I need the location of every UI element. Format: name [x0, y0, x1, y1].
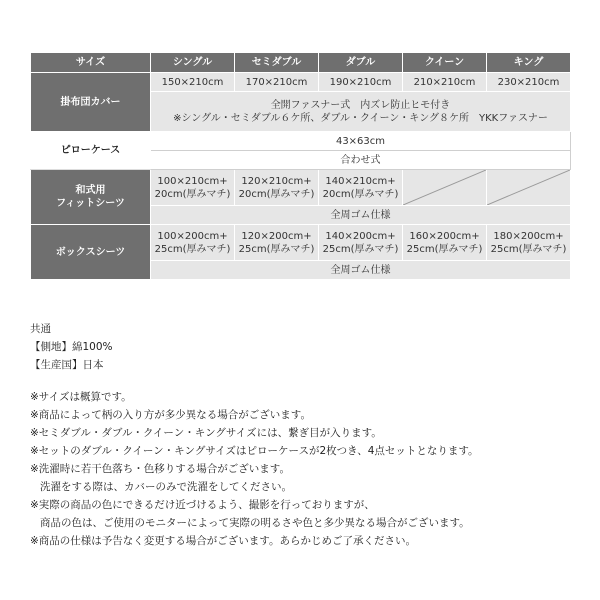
table-row [31, 170, 571, 206]
note-line: ※サイズは概算です。 [30, 391, 132, 403]
box-size-dims: 120×200cm+ [241, 230, 312, 242]
box-size-depth: 25cm(厚みマチ) [406, 243, 483, 255]
note-line: ※商品によって柄の入り方が多少異なる場合がございます。 [30, 409, 311, 421]
header-size: サイズ [31, 53, 151, 73]
box-size-depth: 25cm(厚みマチ) [154, 243, 231, 255]
box-size-depth: 25cm(厚みマチ) [238, 243, 315, 255]
box-size-depth: 25cm(厚みマチ) [322, 243, 399, 255]
row-label-comforter-cover: 掛布団カバー [31, 73, 151, 132]
fitted-size-semi-double [235, 170, 319, 206]
fitted-size-king-empty [487, 170, 571, 206]
fitted-size-dims: 140×210cm+ [325, 175, 396, 187]
row-label-japanese-fitted [31, 170, 151, 225]
table-header-row [31, 53, 571, 73]
header-queen: クイーン [403, 53, 487, 73]
note-line: ※セミダブル・ダブル・クイーン・キングサイズには、繋ぎ目が入ります。 [30, 427, 382, 439]
note-line: ※セットのダブル・クイーン・キングサイズはピローケースが2枚つき、4点セットとなります。 [30, 445, 479, 457]
row-label-box-sheets: ボックスシーツ [31, 225, 151, 280]
box-size-dims: 100×200cm+ [157, 230, 228, 242]
info-material: 【側地】綿100% [30, 341, 113, 353]
box-size-double [319, 225, 403, 261]
fitted-size-single [151, 170, 235, 206]
note-line: 洗濯をする際は、カバーのみで洗濯をしてください。 [40, 481, 292, 493]
fitted-size-dims: 120×210cm+ [241, 175, 312, 187]
japanese-fitted-label-line2: フィットシーツ [56, 198, 125, 209]
box-size-depth: 25cm(厚みマチ) [490, 243, 567, 255]
box-note: 全周ゴム仕様 [151, 261, 571, 280]
product-notes [30, 320, 590, 550]
box-size-single [151, 225, 235, 261]
fitted-size-depth: 20cm(厚みマチ) [238, 188, 315, 200]
table-row [31, 73, 571, 92]
note-line: 商品の色は、ご使用のモニターによって実際の明るさや色と多少異なる場合がございます。 [40, 517, 470, 529]
size-spec-table [30, 52, 571, 280]
comforter-size-king: 230×210cm [487, 73, 571, 92]
comforter-note [151, 92, 571, 132]
box-size-queen [403, 225, 487, 261]
box-size-dims: 160×200cm+ [409, 230, 480, 242]
header-semi-double: セミダブル [235, 53, 319, 73]
fitted-size-depth: 20cm(厚みマチ) [154, 188, 231, 200]
comforter-size-semi-double: 170×210cm [235, 73, 319, 92]
header-single: シングル [151, 53, 235, 73]
pillow-type: 合わせ式 [151, 151, 571, 170]
header-king: キング [487, 53, 571, 73]
info-origin: 【生産国】日本 [30, 359, 104, 371]
header-double: ダブル [319, 53, 403, 73]
table-row [31, 132, 571, 151]
comforter-size-single: 150×210cm [151, 73, 235, 92]
row-label-pillow-case: ピローケース [31, 132, 151, 170]
pillow-size: 43×63cm [151, 132, 571, 151]
box-size-king [487, 225, 571, 261]
note-line: ※実際の商品の色にできるだけ近づけるよう、撮影を行っておりますが、 [30, 499, 375, 511]
japanese-fitted-label-line1: 和式用 [75, 185, 106, 196]
diagonal-slash-icon [487, 170, 570, 205]
comforter-note-line2: ※シングル・セミダブル６ケ所、ダブル・クイーン・キング８ケ所 YKKファスナー [173, 112, 548, 124]
fitted-size-dims: 100×210cm+ [157, 175, 228, 187]
fitted-note: 全周ゴム仕様 [151, 206, 571, 225]
fitted-size-double [319, 170, 403, 206]
table-row [31, 225, 571, 261]
box-size-semi-double [235, 225, 319, 261]
box-size-dims: 180×200cm+ [493, 230, 564, 242]
fitted-size-depth: 20cm(厚みマチ) [322, 188, 399, 200]
note-line: ※洗濯時に若干色落ち・色移りする場合がございます。 [30, 463, 290, 475]
diagonal-slash-icon [403, 170, 486, 205]
box-size-dims: 140×200cm+ [325, 230, 396, 242]
comforter-size-double: 190×210cm [319, 73, 403, 92]
note-line: ※商品の仕様は予告なく変更する場合がございます。あらかじめご了承ください。 [30, 535, 416, 547]
comforter-note-line1: 全開ファスナー式 内ズレ防止ヒモ付き [270, 99, 451, 111]
fitted-size-queen-empty [403, 170, 487, 206]
comforter-size-queen: 210×210cm [403, 73, 487, 92]
info-common: 共通 [30, 323, 51, 335]
